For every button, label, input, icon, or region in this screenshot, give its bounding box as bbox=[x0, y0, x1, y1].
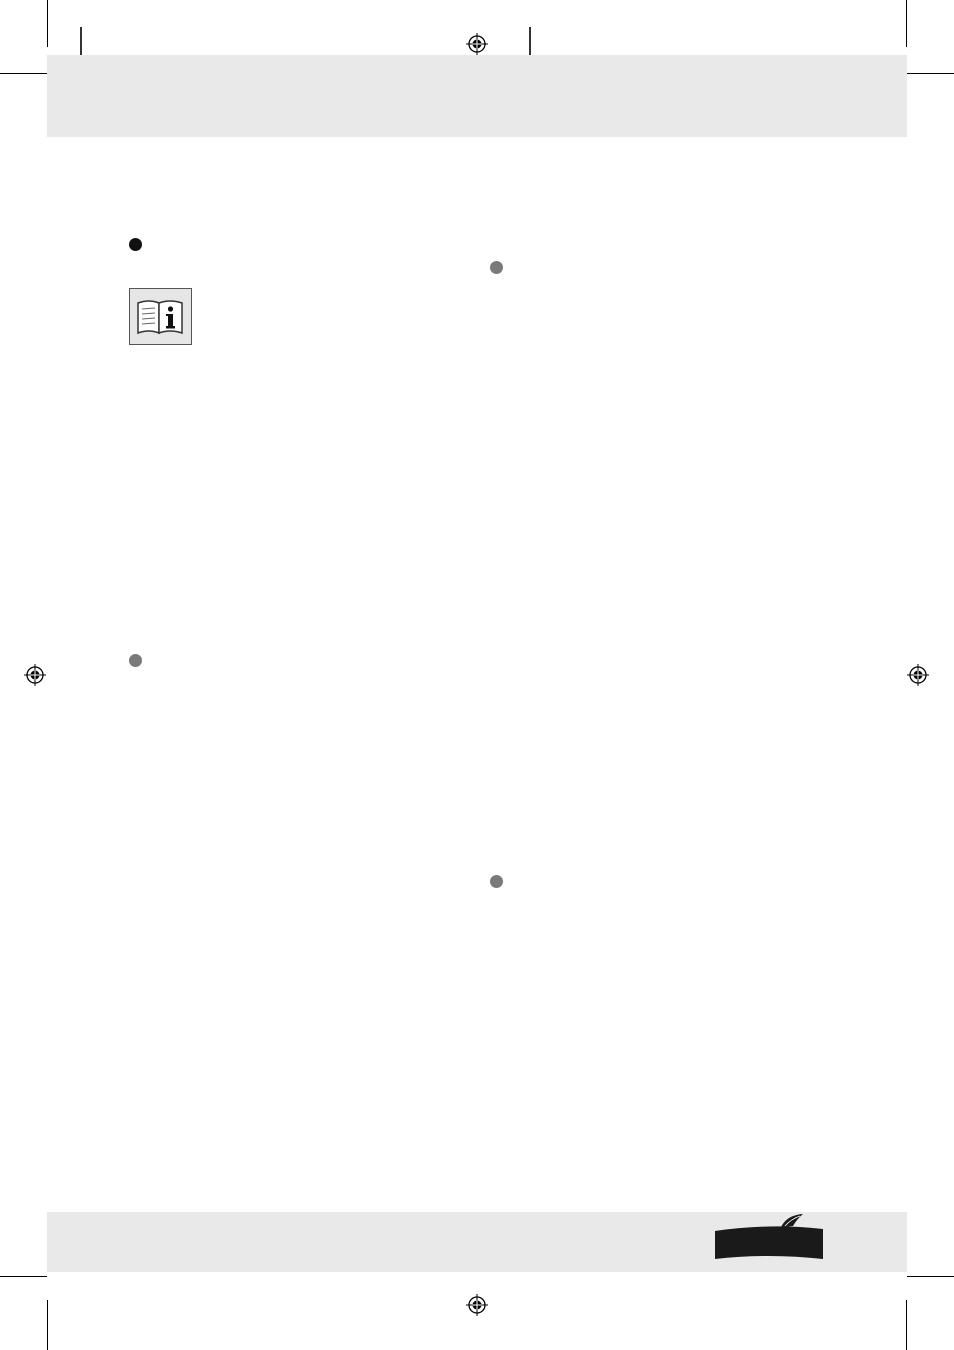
registration-mark-icon bbox=[907, 664, 929, 686]
crop-mark bbox=[47, 1300, 48, 1350]
header-band bbox=[47, 55, 907, 137]
section-bullet bbox=[490, 875, 503, 888]
crop-mark bbox=[906, 0, 907, 47]
crop-mark bbox=[906, 1300, 907, 1350]
crop-mark bbox=[47, 0, 48, 47]
registration-mark-icon bbox=[466, 1294, 488, 1316]
crop-mark bbox=[907, 73, 954, 74]
info-book-icon bbox=[129, 288, 192, 345]
registration-mark-icon bbox=[466, 33, 488, 55]
crop-mark bbox=[907, 1276, 954, 1277]
florabest-logo bbox=[711, 1213, 827, 1261]
registration-mark-icon bbox=[24, 664, 46, 686]
section-bullet bbox=[129, 238, 142, 251]
crop-mark bbox=[0, 1276, 47, 1277]
section-bullet bbox=[129, 654, 142, 667]
section-bullet bbox=[490, 261, 503, 274]
crop-mark bbox=[0, 73, 47, 74]
